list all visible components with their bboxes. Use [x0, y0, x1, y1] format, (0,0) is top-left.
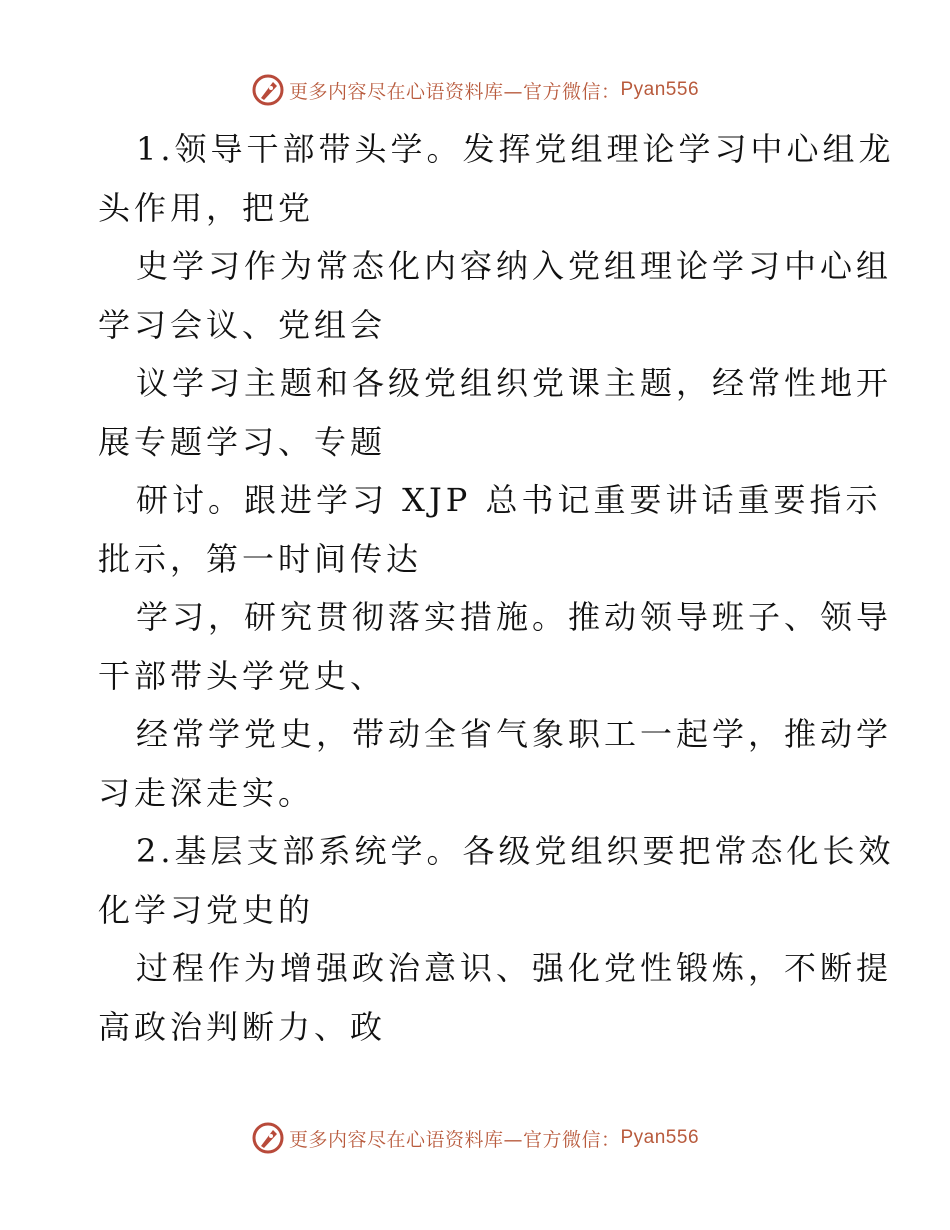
pen-nib-icon	[251, 73, 285, 107]
paragraph-line: 1.领导干部带头学。发挥党组理论学习中心组龙	[136, 130, 895, 168]
paragraph-line: 2.基层支部系统学。各级党组织要把常态化长效	[136, 832, 895, 870]
paragraph-line: 批示，第一时间传达	[98, 539, 423, 578]
paragraph-line: 头作用，把党	[98, 188, 315, 227]
paragraph-line: 议学习主题和各级党组织党课主题，经常性地开	[136, 364, 893, 402]
paragraph-line: 学习会议、党组会	[98, 305, 387, 344]
paragraph-line: 研讨。跟进学习 XJP 总书记重要讲话重要指示	[136, 481, 882, 519]
paragraph-line: 史学习作为常态化内容纳入党组理论学习中心组	[136, 247, 893, 285]
footer-watermark	[0, 1118, 950, 1158]
watermark-wechat-id: Pyan556	[620, 79, 700, 100]
watermark-text: 更多内容尽在心语资料库—官方微信：	[288, 1128, 621, 1151]
watermark-text: 更多内容尽在心语资料库—官方微信：	[288, 80, 621, 103]
paragraph-line: 干部带头学党史、	[98, 656, 387, 695]
paragraph-line: 经常学党史，带动全省气象职工一起学，推动学	[136, 715, 893, 753]
watermark-wechat-id: Pyan556	[620, 1127, 700, 1148]
paragraph-line: 学习，研究贯彻落实措施。推动领导班子、领导	[136, 598, 893, 636]
header-watermark	[0, 70, 950, 110]
paragraph-line: 高政治判断力、政	[98, 1007, 387, 1046]
paragraph-line: 展专题学习、专题	[98, 422, 387, 461]
paragraph-line: 过程作为增强政治意识、强化党性锻炼，不断提	[136, 949, 893, 987]
paragraph-line: 化学习党史的	[98, 890, 315, 929]
paragraph-line: 习走深走实。	[98, 773, 315, 812]
pen-nib-icon	[251, 1121, 285, 1155]
document-body	[98, 120, 895, 1056]
